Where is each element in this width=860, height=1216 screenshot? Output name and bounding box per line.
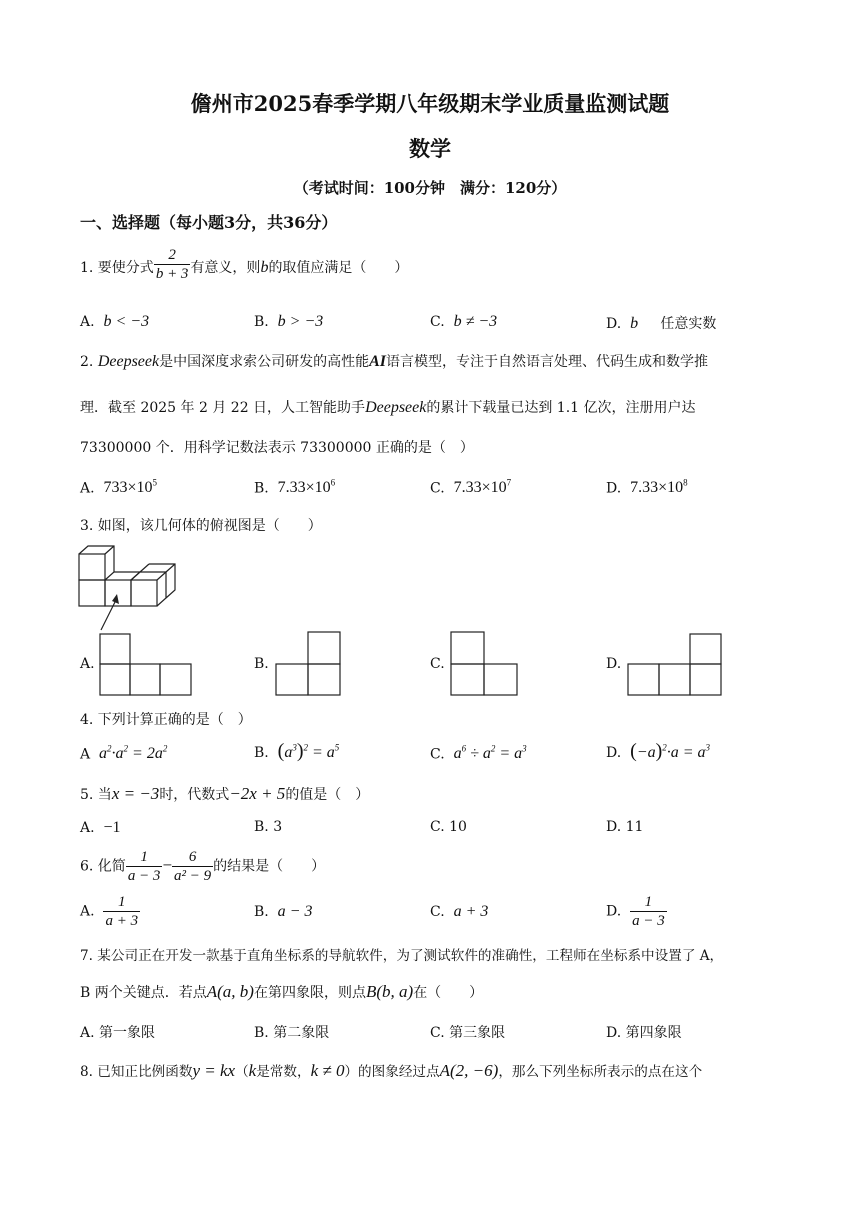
q1-option-b-text: b > −3: [277, 313, 324, 330]
q7-line2-suffix: 在（ ）: [413, 985, 484, 1001]
q1-suffix: 的取值应满足（ ）: [268, 260, 409, 276]
q6-fraction-2: [172, 848, 213, 885]
q5-option-a-text: −1: [103, 819, 121, 836]
q6-f1-den: a − 3: [127, 868, 161, 884]
q4-option-b-label: B.: [254, 745, 269, 761]
q3-solid-figure: [74, 544, 189, 634]
q6-fraction-1: [126, 848, 163, 885]
q1-option-d-label: D.: [606, 316, 622, 332]
q2-line2-suffix: 的累计下载量已达到 1.1 亿次，注册用户达: [426, 400, 696, 416]
q4-option-a[interactable]: A $a^2\cdot a^2 = 2a^2$: [80, 744, 168, 763]
q2-option-b-exp: 6: [330, 478, 336, 488]
q6-option-a-num: 1: [118, 894, 126, 910]
question-1: [80, 246, 408, 283]
question-2-line-3: 73300000 个．用科学记数法表示 73300000 正确的是（ ）: [80, 440, 474, 456]
q1-option-b-label: B.: [254, 314, 269, 330]
q6-option-d-num: 1: [644, 894, 653, 910]
q5-mid: 时，代数式: [159, 787, 230, 803]
q3-option-c-figure[interactable]: [449, 630, 521, 698]
q2-option-c[interactable]: C. $7.33\times 10^7$: [430, 478, 512, 497]
q2-option-d-base: 7.33×10: [630, 479, 684, 497]
q8-k: k: [248, 1061, 257, 1080]
q2-line1-mid: 是中国深度求索公司研发的高性能: [159, 354, 370, 370]
q2-option-b[interactable]: B. $7.33\times 10^6$: [254, 478, 336, 497]
q7-option-d[interactable]: D. 第四象限: [606, 1025, 682, 1041]
q5-option-d[interactable]: D. 11: [606, 819, 644, 835]
question-5: [80, 784, 369, 804]
q6-f2-den: a² − 9: [174, 868, 212, 884]
q6-option-b[interactable]: B. a − 3: [254, 903, 313, 920]
q4-option-a-label: A: [80, 746, 91, 763]
q8-mid1: （: [235, 1064, 249, 1080]
q2-option-a-exp: 5: [152, 478, 157, 488]
q1-option-c-label: C.: [430, 314, 445, 330]
q1-option-a-text: b < −3: [103, 313, 150, 330]
q1-prefix: 1. 要使分式: [80, 260, 154, 276]
q6-option-c[interactable]: C. a + 3: [430, 903, 489, 920]
subject-title: 数学: [409, 136, 451, 161]
exam-info: （考试时间：100分钟 满分：120分）: [293, 179, 567, 197]
q6-option-b-text: a − 3: [277, 903, 313, 920]
q3-option-a-figure[interactable]: [98, 632, 194, 698]
q3-option-a-label[interactable]: A.: [80, 656, 95, 672]
q1-option-d-text: 任意实数: [660, 316, 717, 332]
q7-option-c[interactable]: C. 第三象限: [430, 1025, 506, 1041]
q1-mid: 有意义，则: [190, 260, 261, 276]
question-2-line-1: [80, 351, 708, 371]
q7-point-a: A(a, b): [206, 982, 254, 1001]
q5-suffix: 的值是（ ）: [285, 787, 370, 803]
q3-option-b-figure[interactable]: [274, 630, 344, 698]
q5-option-b[interactable]: B. 3: [254, 819, 283, 835]
q7-point-b: B(b, a): [365, 982, 414, 1001]
q2-line1-suffix: 语言模型，专注于自然语言处理、代码生成和数学推: [386, 354, 709, 370]
q6-minus: −: [162, 855, 173, 875]
q4-option-c[interactable]: C. $a^6 \div a^2 = a^3$: [430, 744, 527, 763]
q5-option-c[interactable]: C. 10: [430, 819, 467, 835]
q1-option-b[interactable]: [254, 313, 323, 331]
q4-option-d[interactable]: D. $(-a)^2\cdot a = a^3$: [606, 740, 711, 762]
q1-option-a[interactable]: [80, 313, 149, 331]
q7-line2-prefix: B 两个关键点．若点: [80, 985, 207, 1001]
q8-prefix: 8. 已知正比例函数: [80, 1064, 193, 1080]
q1-option-c-text: b ≠ −3: [453, 313, 498, 330]
question-7-line-2: [80, 982, 483, 1002]
page-title: 儋州市2025春季学期八年级期末学业质量监测试题: [190, 91, 670, 116]
q8-point: A(2, −6): [439, 1061, 499, 1080]
q6-option-a-fraction: [103, 893, 140, 930]
q1-option-c[interactable]: [430, 313, 497, 331]
q4-option-d-label: D.: [606, 745, 622, 761]
q7-option-a[interactable]: A. 第一象限: [80, 1025, 156, 1041]
q7-option-b[interactable]: B. 第二象限: [254, 1025, 330, 1041]
q6-option-c-text: a + 3: [453, 903, 489, 920]
q3-option-d-figure[interactable]: [626, 632, 724, 698]
q1-option-d[interactable]: [606, 313, 716, 333]
q2-option-d[interactable]: D. $7.33\times 10^8$: [606, 478, 688, 497]
q6-option-d-den: a − 3: [632, 913, 665, 929]
q2-option-d-exp: 8: [683, 478, 688, 488]
q2-option-c-exp: 7: [506, 478, 512, 488]
question-3: 3. 如图，该几何体的俯视图是（ ）: [80, 518, 322, 534]
question-2-line-2: [80, 397, 696, 417]
q8-mid3: ）的图象经过点: [344, 1064, 440, 1080]
section-heading: 一、选择题（每小题3分，共36分）: [80, 213, 338, 232]
q2-option-a[interactable]: A. $733\times 10^5$: [80, 478, 157, 497]
q8-mid2: 是常数，: [256, 1064, 311, 1080]
q2-option-c-base: 7.33×10: [453, 479, 507, 497]
q6-option-a[interactable]: A. $\frac{1}{a + 3}$: [80, 894, 139, 929]
question-4: 4. 下列计算正确的是（ ）: [80, 712, 252, 728]
q4-option-b[interactable]: B. $(a^3)^2 = a^5$: [254, 740, 340, 762]
q5-option-a[interactable]: A. −1: [80, 819, 121, 836]
q1-var: b: [260, 259, 269, 276]
q3-option-d-label[interactable]: D.: [606, 656, 622, 672]
q1-option-a-label: A.: [80, 314, 95, 330]
q3-option-c-label[interactable]: C.: [430, 656, 445, 672]
q5-condition: x = −3: [111, 784, 160, 803]
q8-function: y = kx: [192, 1061, 236, 1080]
q2-option-a-base: 733×10: [103, 479, 153, 497]
q6-prefix: 6. 化简: [80, 858, 126, 875]
q3-option-b-label[interactable]: B.: [254, 656, 269, 672]
question-7-line-1: 7. 某公司正在开发一款基于直角坐标系的导航软件，为了测试软件的准确性，工程师在坐标系中设置了 A，: [80, 948, 724, 964]
q5-prefix: 5. 当: [80, 787, 112, 803]
q6-f2-num: 6: [188, 849, 197, 865]
q8-k-condition: k ≠ 0: [310, 1061, 345, 1080]
q8-suffix: ，那么下列坐标所表示的点在这个: [498, 1064, 703, 1080]
q2-line2-prefix: 理．截至 2025 年 2 月 22 日，人工智能助手: [80, 400, 366, 416]
q2-ai: AI: [369, 353, 387, 370]
q7-line2-mid: 在第四象限，则点: [253, 985, 366, 1001]
q6-suffix: 的结果是（ ）: [213, 858, 326, 875]
q6-f1-num: 1: [140, 849, 148, 865]
question-8: [80, 1060, 702, 1081]
q1-frac-den: b + 3: [155, 266, 189, 282]
q2-option-b-base: 7.33×10: [277, 479, 331, 497]
q2-deepseek-2: Deepseek: [365, 399, 427, 416]
q1-option-d-var: b: [630, 315, 639, 332]
q6-option-d[interactable]: D. $\frac{1}{a - 3}$: [606, 894, 665, 929]
q6-option-a-den: a + 3: [105, 913, 139, 929]
q1-fraction: [154, 246, 191, 283]
q1-frac-num: 2: [168, 247, 176, 263]
q2-prefix: 2.: [80, 354, 98, 370]
q5-expression: −2x + 5: [229, 784, 286, 803]
q2-deepseek: Deepseek: [97, 353, 160, 370]
question-6: [80, 848, 325, 885]
q4-option-c-label: C.: [430, 746, 445, 763]
q6-option-d-fraction: [630, 893, 667, 930]
